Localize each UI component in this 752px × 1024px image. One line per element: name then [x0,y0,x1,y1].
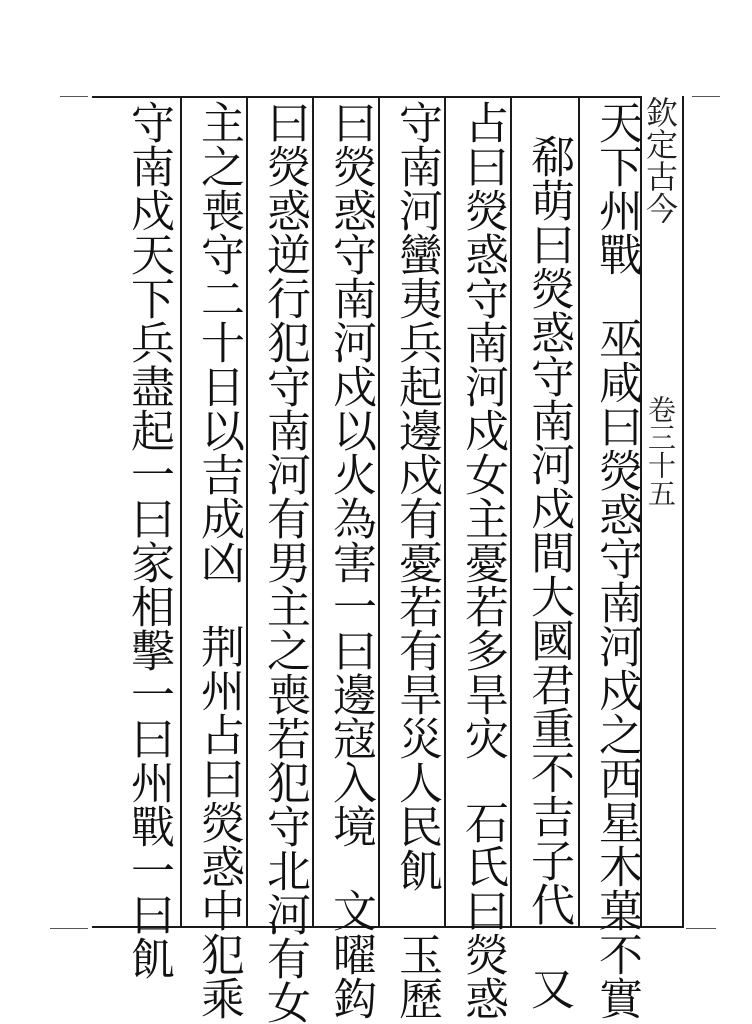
column-1-segment-1: 天下州戰 [591,100,642,276]
text-column-8 [120,100,176,980]
column-divider [312,96,314,928]
column-divider [444,96,446,928]
outer-right-border [682,96,684,928]
column-divider [246,96,248,928]
text-column-2 [520,100,576,1010]
scan-mark [60,96,88,97]
column-5-segment-2: 文曜鈎 [325,888,376,1020]
top-rule [92,96,640,98]
margin-title: 欽定古今 [641,96,679,224]
column-8-segment-1: 守南戍天下兵盡起一曰家相擊一曰州戰一曰飢 [123,100,174,980]
column-divider [510,96,512,928]
scan-mark [692,96,720,97]
column-divider [378,96,380,928]
text-column-6 [256,100,312,1024]
column-7-segment-2: 荆州占曰熒惑中犯乘 [193,624,244,1020]
column-divider [578,96,580,928]
column-4-segment-1: 守南河蠻夷兵起邊戍有憂若有旱災人民飢 [391,100,442,892]
text-column-7 [190,100,246,1020]
column-1-segment-2: 巫咸曰熒惑守南河戍之西星木菓不實 [591,316,642,1020]
column-3-segment-1: 占曰熒惑守南河戍女主憂若多旱灾 [457,100,508,760]
column-2-segment-2: 又 [523,966,574,1010]
column-3-segment-2: 石氏曰熒惑 [457,800,508,1020]
column-5-segment-1: 曰熒惑守南河戍以火為害一曰邊寇入境 [325,100,376,848]
text-column-5 [322,100,378,1020]
column-divider [180,96,182,928]
text-column-3 [454,100,510,1020]
text-column-1 [588,100,644,1020]
column-6-segment-1: 曰熒惑逆行犯守南河有男主之喪若犯守北河有女 [259,100,310,1024]
column-7-segment-1: 主之喪守二十日以吉成凶 [193,100,244,584]
column-4-segment-2: 玉歷 [391,932,442,1020]
scan-mark [50,928,88,929]
column-2-segment-1: 郗萌曰熒惑守南河戍間大國君重不吉子代 [523,134,574,926]
margin-section: 卷三十五 [644,395,677,507]
text-column-4 [388,100,444,1020]
scan-mark [686,928,716,929]
